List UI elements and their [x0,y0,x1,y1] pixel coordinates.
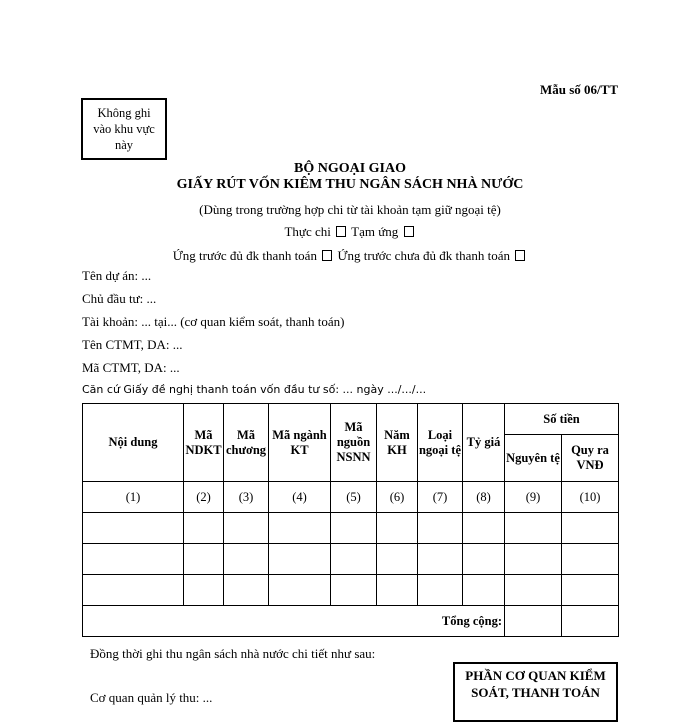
col-number-10: (10) [562,482,619,513]
payment-type-line [0,224,700,240]
header-ma-chuong: Mã chương [224,404,269,482]
stamp-box [81,98,167,160]
col-number-4: (4) [269,482,331,513]
header-nam-kh: Năm KH [377,404,418,482]
document-title: GIẤY RÚT VỐN KIÊM THU NGÂN SÁCH NHÀ NƯỚC [176,177,524,192]
col-number-9: (9) [505,482,562,513]
header-so-tien: Số tiền [505,404,619,435]
header-ty-gia: Tỷ giá [463,404,505,482]
total-nguyen-te[interactable] [505,606,562,637]
document-subtitle: (Dùng trong trường hợp chi từ tài khoản tạm giữ ngoại tệ) [199,202,501,217]
option-tam-ung-label: Tạm ứng [351,224,399,239]
control-title-line-1: PHẦN CƠ QUAN KIỂM [465,668,606,683]
stamp-line-2: vào khu vực [93,122,155,136]
advance-type-line [0,248,700,264]
header-ma-ndkt: Mã NDKT [184,404,224,482]
program-name-field: Tên CTMT, DA: ... [82,337,183,352]
tam-ung-checkbox[interactable] [404,226,414,237]
header-loai-ngoai-te: Loại ngoại tệ [418,404,463,482]
payment-table [82,403,619,637]
account-field: Tài khoản: ... tại... (cơ quan kiểm soát, thanh toán) [82,314,345,329]
chua-du-dk-checkbox[interactable] [515,250,525,261]
header-nguyen-te: Nguyên tệ [505,435,562,482]
basis-text: Căn cứ Giấy đề nghị thanh toán vốn đầu tư số: ... ngày .../.../... [82,383,427,396]
table-row [83,513,619,544]
header-noi-dung: Nội dung [83,404,184,482]
project-name-field: Tên dự án: ... [82,268,152,283]
investor-field: Chủ đầu tư: ... [82,291,157,306]
col-number-8: (8) [463,482,505,513]
form-number: Mẫu số 06/TT [539,82,618,97]
stamp-line-3: này [114,138,134,152]
total-quy-ra-vnd[interactable] [562,606,619,637]
col-number-2: (2) [184,482,224,513]
stamp-line-1: Không ghi [97,106,151,120]
program-code-field: Mã CTMT, DA: ... [82,360,180,375]
col-number-6: (6) [377,482,418,513]
ministry-title: BỘ NGOẠI GIAO [293,161,406,176]
revenue-agency-field: Cơ quan quản lý thu: ... [90,690,213,705]
control-title-line-2: SOÁT, THANH TOÁN [471,685,600,700]
header-ma-nganh: Mã ngành KT [269,404,331,482]
total-label: Tổng cộng: [83,606,505,637]
col-number-7: (7) [418,482,463,513]
header-ma-nguon: Mã nguồn NSNN [331,404,377,482]
option-thuc-chi-label: Thực chi [284,224,331,239]
option-du-dk-label: Ứng trước đủ đk thanh toán [172,248,317,263]
du-dk-checkbox[interactable] [322,250,332,261]
col-number-5: (5) [331,482,377,513]
column-number-row [83,482,619,513]
table-row [83,575,619,606]
table-row [83,544,619,575]
header-quy-ra-vnd: Quy ra VNĐ [562,435,619,482]
revenue-note: Đồng thời ghi thu ngân sách nhà nước chi tiết như sau: [90,646,376,661]
control-section-box [453,662,618,722]
thuc-chi-checkbox[interactable] [336,226,346,237]
col-number-1: (1) [83,482,184,513]
option-chua-du-dk-label: Ứng trước chưa đủ đk thanh toán [337,248,511,263]
total-row [83,606,619,637]
col-number-3: (3) [224,482,269,513]
